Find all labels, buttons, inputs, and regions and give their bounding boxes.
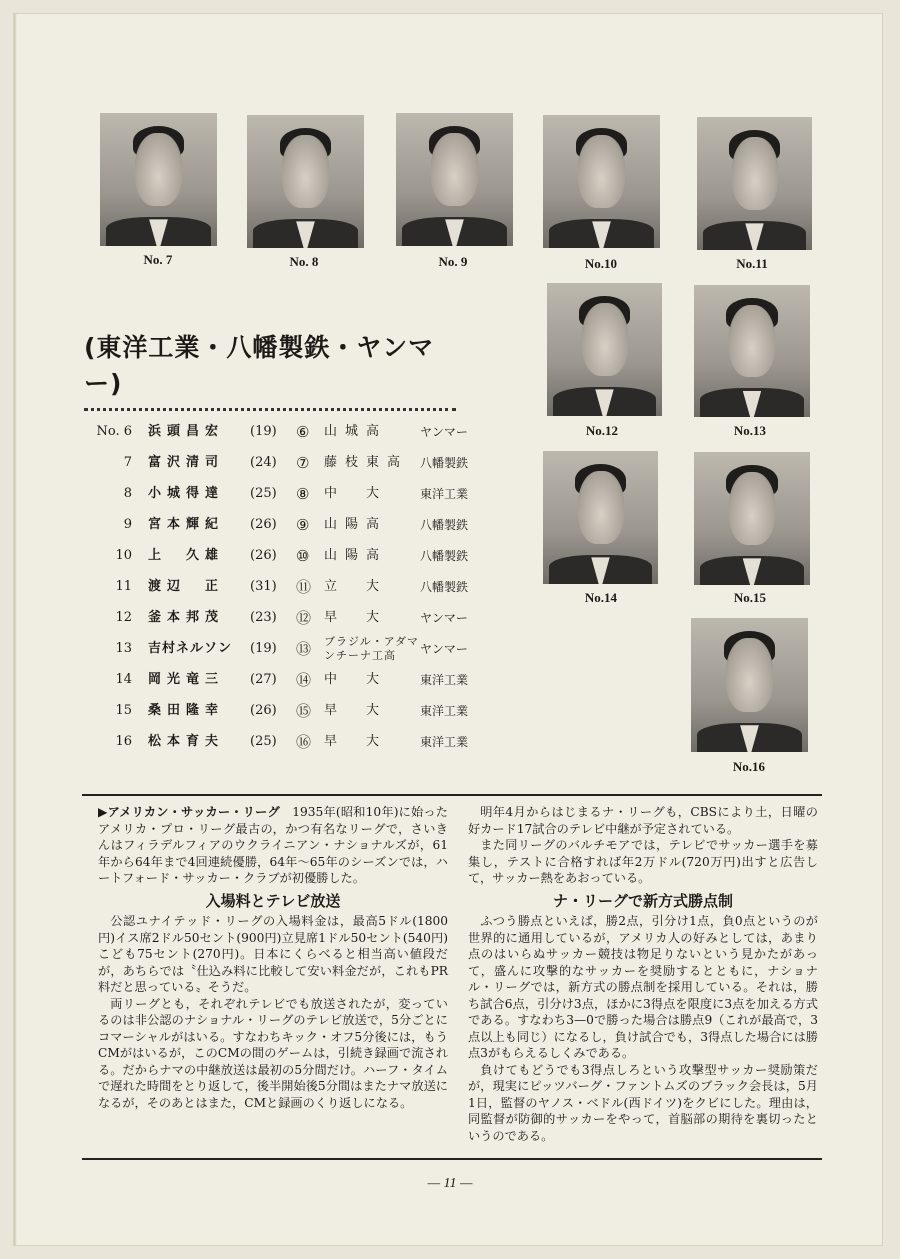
player-school: 早 大 <box>324 703 388 718</box>
roster-row <box>84 730 484 754</box>
player-name: 富沢清司 <box>148 455 225 470</box>
article-column-right <box>468 804 818 1144</box>
player-index-circle: ⑨ <box>296 516 310 534</box>
player-number: 9 <box>123 517 132 532</box>
roster-row <box>84 451 484 475</box>
player-number: 10 <box>115 548 132 563</box>
roster-row <box>84 420 484 444</box>
player-number: 13 <box>115 641 132 656</box>
player-age: (19) <box>250 424 277 439</box>
player-index-circle: ⑮ <box>296 702 312 720</box>
photo-caption: No. 7 <box>143 252 173 267</box>
player-age: (26) <box>250 548 277 563</box>
player-name: 宮本輝紀 <box>148 517 225 532</box>
team-heading: (東洋工業・八幡製鉄・ヤンマー) <box>84 328 456 411</box>
page-number: — 11 — <box>427 1176 473 1191</box>
photo-caption: No.13 <box>733 423 767 438</box>
player-name: 桑田隆幸 <box>148 703 225 718</box>
player-photo-15 <box>694 452 810 585</box>
player-school: 山陽高 <box>324 517 388 532</box>
player-school: 早 大 <box>324 610 388 625</box>
player-club: 東洋工業 <box>420 704 469 718</box>
photo-caption: No.16 <box>732 759 766 774</box>
player-school: 山陽高 <box>324 548 388 563</box>
player-index-circle: ⑪ <box>296 578 312 596</box>
player-photo-13 <box>694 285 810 417</box>
player-index-circle: ⑦ <box>296 454 310 472</box>
player-name: 小城得達 <box>148 486 225 501</box>
player-name: 上 久雄 <box>148 548 225 563</box>
player-club: 東洋工業 <box>420 487 469 501</box>
player-number: No. 6 <box>96 424 132 439</box>
roster-row <box>84 482 484 506</box>
player-index-circle: ⑥ <box>296 423 310 441</box>
article-paragraph: ふつう勝点といえば，勝2点，引分け1点，負0点というのが世界的に通用しているが，アメリカ人の好みとしては，あまり点のはいらぬサッカー競技は物足りないという見かたがあって，盛んに攻撃的なサッカーを奨励するとともに，ナショナル・リーグでは，新方式の勝点制を採用している。それは，勝ち試合6点，引分け3点，ほかに3得点を限度に3点を加える方式である。すなわち3—0で勝った場合は勝点9（これが最高で，3点以上も同じ）になるし，負け試合でも，3得点した場合には勝点3がもらえるしくみである。 <box>468 914 818 1060</box>
roster-row <box>84 668 484 692</box>
player-name: 渡辺 正 <box>148 579 225 594</box>
roster-row <box>84 544 484 568</box>
player-photo-11 <box>697 117 812 250</box>
player-club: 八幡製鉄 <box>420 549 469 563</box>
player-school: 中 大 <box>324 672 388 687</box>
player-number: 12 <box>115 610 132 625</box>
player-school: 立 大 <box>324 579 388 594</box>
player-name: 岡光竜三 <box>148 672 225 687</box>
player-age: (26) <box>250 703 277 718</box>
player-club: ヤンマー <box>420 611 468 625</box>
article-paragraph: 負けてもどうでも3得点しろという攻撃型サッカー奨励策だが，現実にピッツバーグ・ファントムズのブラック会長は，5月1日，監督のヤノス・ベドル(西ドイツ)をクビにした。理由は，同監督が防御的サッカーをやって，首脳部の期待を裏切ったというのである。 <box>468 1062 818 1143</box>
player-school: 山城高 <box>324 424 388 439</box>
player-age: (23) <box>250 610 277 625</box>
player-name: 浜頭昌宏 <box>148 424 225 439</box>
player-club: ヤンマー <box>420 425 468 439</box>
player-index-circle: ⑭ <box>296 671 312 689</box>
player-photo-9 <box>396 113 513 246</box>
roster-row <box>84 513 484 537</box>
player-age: (31) <box>250 579 277 594</box>
section-rule-bottom <box>82 1158 822 1160</box>
section-rule-top <box>82 794 822 796</box>
player-club: 東洋工業 <box>420 735 469 749</box>
player-photo-7 <box>100 113 217 246</box>
photo-caption: No. 8 <box>289 254 319 269</box>
roster-row <box>84 699 484 723</box>
player-age: (27) <box>250 672 277 687</box>
player-index-circle: ⑯ <box>296 733 312 751</box>
section-heading-points: ナ・リーグで新方式勝点制 <box>552 891 733 910</box>
player-club: 八幡製鉄 <box>420 518 469 532</box>
player-age: (24) <box>250 455 277 470</box>
photo-caption: No.10 <box>584 256 618 271</box>
article-column-left <box>98 804 448 1111</box>
player-age: (26) <box>250 517 277 532</box>
player-school: 中 大 <box>324 486 388 501</box>
roster-row <box>84 575 484 599</box>
roster-row <box>84 637 484 661</box>
photo-caption: No.15 <box>733 590 767 605</box>
player-club: ヤンマー <box>420 642 468 656</box>
player-index-circle: ⑬ <box>296 640 312 658</box>
player-name: 釜本邦茂 <box>148 610 225 625</box>
player-index-circle: ⑫ <box>296 609 312 627</box>
player-number: 11 <box>115 579 132 594</box>
photo-caption: No. 9 <box>438 254 468 269</box>
player-index-circle: ⑧ <box>296 485 310 503</box>
player-number: 16 <box>115 734 132 749</box>
player-school: ブラジル・アダマンチーナ工高 <box>324 635 419 662</box>
player-school: 早 大 <box>324 734 388 749</box>
player-age: (25) <box>250 486 277 501</box>
article-paragraph: 公認ユナイテッド・リーグの入場料金は，最高5ドル(1800円)イス席2ドル50セント(900円)立見席1ドル50セント(540円)こども75セント(270円)。日本にくらべると相当高い値段だが，あちらでは〝仕込み料に比較して安い料金だが，これもPR料だと思っている〟そうだ。 <box>98 914 448 994</box>
article-paragraph: 両リーグとも，それぞれテレビでも放送されたが，変っているのは非公認のナショナル・リーグのテレビ放送で，5分ごとにコマーシャルがはいる。すなわちキック・オフ5分後には，もうCMがはいるが，このCMの間のゲームは，引続き録画で流される。だからナマの中継放送は最初の5分間だけ。ハーフ・タイムで遅れた時間をとり返して，後半開始後5分間はまたナマ放送になるが，そのあとはまた，CMと録画のくり返しになる。 <box>98 996 448 1110</box>
page-binding-edge <box>14 14 17 1245</box>
section-heading-admission: 入場料とテレビ放送 <box>205 891 341 910</box>
article-paragraph: 明年4月からはじまるナ・リーグも，CBSにより土，日曜の好カード17試合のテレビ中継が予定されている。 <box>468 805 818 836</box>
article-paragraph: また同リーグのバルチモアでは，テレビでサッカー選手を募集し，テストに合格すれば年2万ドル(720万円)出すと広告して，サッカー熱をあおっている。 <box>468 838 818 885</box>
article-lead-text: 1935年(昭和10年)に始ったアメリカ・プロ・リーグ最古の，かつ有名なリーグで，さいきんはフィラデルフィアのウクライニアン・ナショナルズが，61年から64年まで4回連続優勝，64年〜65年のシーズンでは，ハートフォード・サッカー・クラブが初優勝した。 <box>98 805 448 885</box>
article-lead-keyword: ▶アメリカン・サッカー・リーグ <box>98 805 280 819</box>
player-club: 八幡製鉄 <box>420 580 469 594</box>
player-age: (25) <box>250 734 277 749</box>
player-number: 7 <box>123 455 132 470</box>
player-photo-14 <box>543 451 658 584</box>
roster-row <box>84 606 484 630</box>
photo-caption: No.11 <box>736 256 768 271</box>
article-lead <box>98 804 448 887</box>
player-photo-12 <box>547 283 662 416</box>
player-name: 松本育夫 <box>148 734 225 749</box>
player-photo-10 <box>543 115 660 248</box>
player-photo-16 <box>691 618 808 752</box>
player-number: 14 <box>115 672 132 687</box>
player-number: 8 <box>123 486 132 501</box>
player-name: 吉村ネルソン <box>148 641 233 656</box>
player-club: 八幡製鉄 <box>420 456 469 470</box>
photo-caption: No.14 <box>584 590 618 605</box>
photo-caption: No.12 <box>585 423 619 438</box>
player-number: 15 <box>115 703 132 718</box>
player-photo-8 <box>247 115 364 248</box>
player-club: 東洋工業 <box>420 673 469 687</box>
player-index-circle: ⑩ <box>296 547 310 565</box>
player-school: 藤枝東高 <box>324 455 409 470</box>
player-age: (19) <box>250 641 277 656</box>
